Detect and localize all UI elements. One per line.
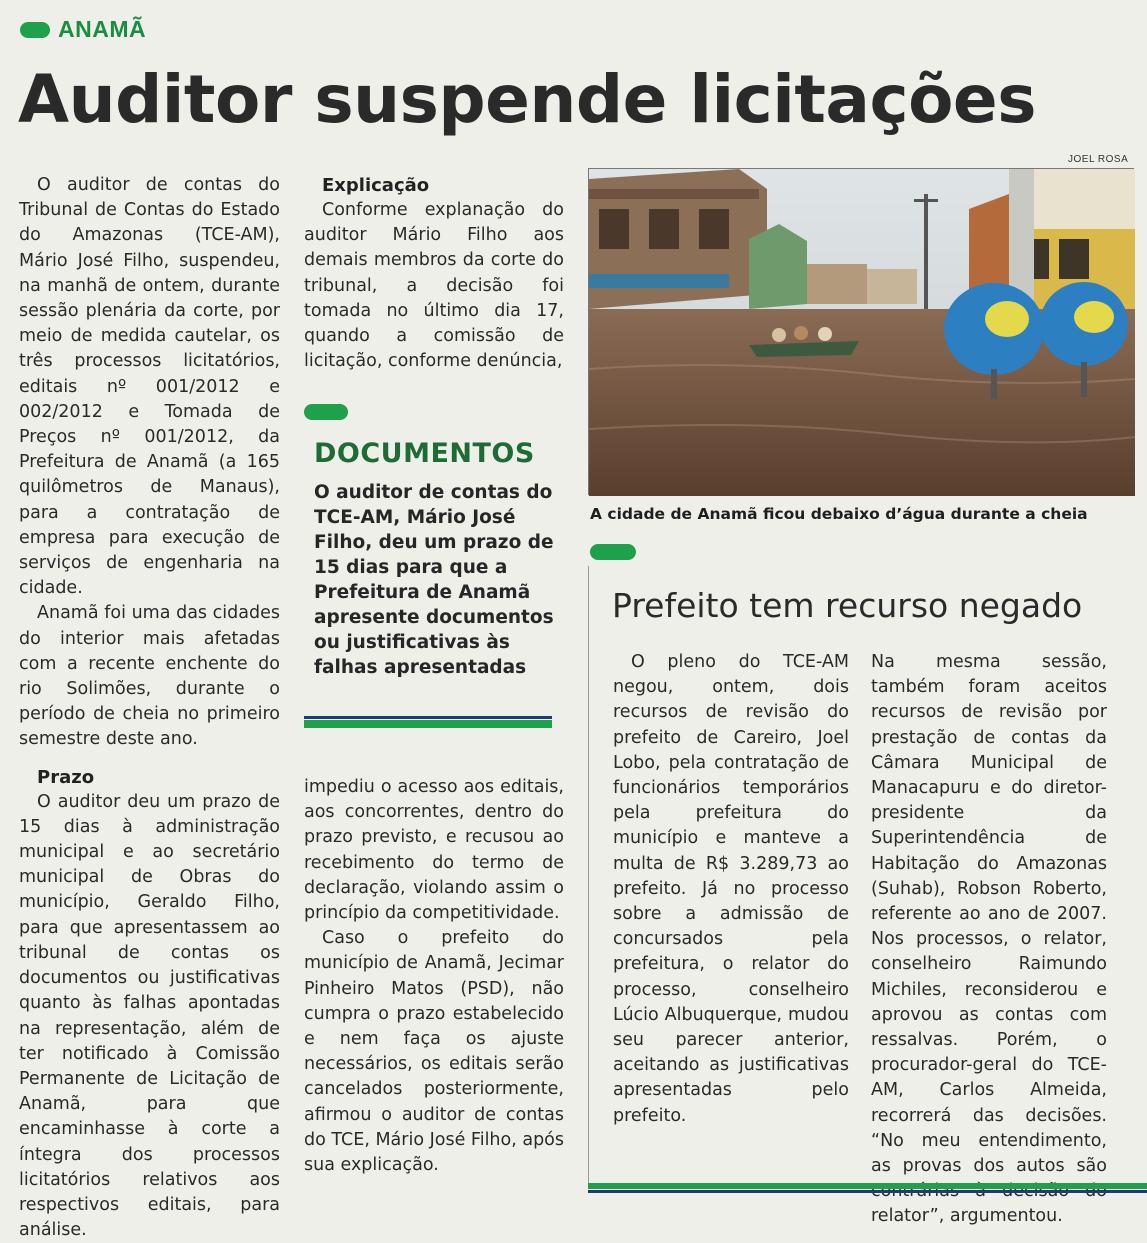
flood-photo [588, 168, 1134, 495]
article-column-2-top [304, 173, 564, 383]
sidebar-rule-green [588, 1183, 1147, 1189]
flood-photo-image [589, 169, 1135, 496]
article-column-1 [19, 173, 280, 1241]
article-paragraph: Anamã foi uma das cidades do interior mais afetadas com a recente enchente do rio Solimões, durante o período de cheia no primeiro semestre deste ano. [19, 603, 280, 750]
sidebar-column-1-bottom [613, 1100, 849, 1160]
article-paragraph: Caso o prefeito do município de Anamã, Jecimar Pinheiro Matos (PSD), não cumpra o prazo estabelecido e nem faça os ajuste necessários, os editais serão cancelados posteriormente, afirmou o auditor de contas do TCE, Mário José Filho, após sua explicação. [304, 928, 565, 1176]
photo-caption: A cidade de Anamã ficou debaixo d’água durante a cheia [590, 505, 1088, 523]
sidebar-column-2 [871, 650, 1107, 1227]
article-paragraph: impediu o acesso aos editais, aos concorrentes, dentro do prazo previsto, e recusou ao recebimento do termo de declaração, violando assim o princípio da competitividade. [304, 777, 564, 924]
article-paragraph: Na mesma sessão, também foram aceitos recursos de revisão por prestação de contas da Câmara Municipal de Manacapuru e do diretor-presidente da Superintendência de Habitação do Amazonas (Suhab), Robson Roberto, referente ao ano de 2007. Nos processos, o relator, conselheiro Raimundo Michiles, reconsiderou e aprovou as contas com ressalvas. Porém, o procurador-geral do TCE-AM, Carlos Almeida, recorrerá das decisões. “No meu entendimento, as provas dos autos são relator”, argumentou. [871, 652, 1107, 1227]
photo-credit: JOEL ROSA [1068, 154, 1129, 165]
sidebar-headline: Prefeito tem recurso negado [612, 586, 1083, 625]
sidebar-rule-navy [588, 1190, 1147, 1193]
headline: Auditor suspende licitações [18, 61, 1036, 138]
sidebar-column-1 [613, 650, 849, 1160]
box-title: DOCUMENTOS [314, 438, 535, 469]
section-marker [20, 22, 50, 38]
box-rule-navy [304, 716, 552, 719]
subhead-explicacao: Explicação [322, 175, 430, 196]
article-paragraph: O auditor deu um prazo de 15 dias à administração municipal e ao secretário municipal de Obras do município, Geraldo Filho, para que apresentassem ao tribunal de contas os documentos ou justificativas quanto às falhas apontadas na representação, além de ter notificado à Comissão Permanente de Licitação de Anamã, para que encaminhasse à corte a íntegra dos processos licitatórios relativos aos respectivos editais, para análise. [19, 791, 280, 1241]
subhead-prazo: Prazo [37, 766, 95, 788]
box-rule-green [304, 720, 552, 728]
article-column-2-bottom [304, 775, 564, 1205]
sidebar-border [588, 566, 589, 1183]
article-paragraph: O pleno do TCE-AM negou, ontem, dois recursos de revisão do prefeito de Careiro, Joel Lobo, pela contratação de funcionários temporários pela prefeitura do município e manteve a multa de R$ 3.289,73 ao prefeito. Já no processo sobre a admissão de concursados pela prefeitura, o relator do processo, conselheiro Lúcio Albuquerque, mudou seu parecer anterior, aceitando as justificativas apresentadas pelo prefeito. [613, 652, 849, 1126]
box-text: O auditor de contas do TCE-AM, Mário José Filho, deu um prazo de 15 dias para que a Prefeitura de Anamã apresente documentos ou justificativas às falhas apresentadas [314, 482, 554, 678]
article-paragraph: O auditor de contas do Tribunal de Contas do Estado do Amazonas (TCE-AM), Mário José Filho, suspendeu, na manhã de ontem, durante sessão plenária da corte, por meio de medida cautelar, os três processos licitatórios, editais nº 001/2012 e 002/2012 e Tomada de Preços nº 001/2012, da Prefeitura de Anamã (a 165 quilômetros de Manaus), para a contratação de empresa para execução de serviços de engenharia na cidade. [19, 175, 280, 599]
sidebar-marker [590, 544, 636, 560]
box-marker [304, 404, 348, 420]
section-tag: ANAMÃ [58, 16, 147, 42]
article-paragraph: Conforme explanação do auditor Mário Filho aos demais membros da corte do tribunal, a decisão foi tomada no último dia 17, quando a comissão de licitação, conforme denúncia, [304, 200, 564, 372]
